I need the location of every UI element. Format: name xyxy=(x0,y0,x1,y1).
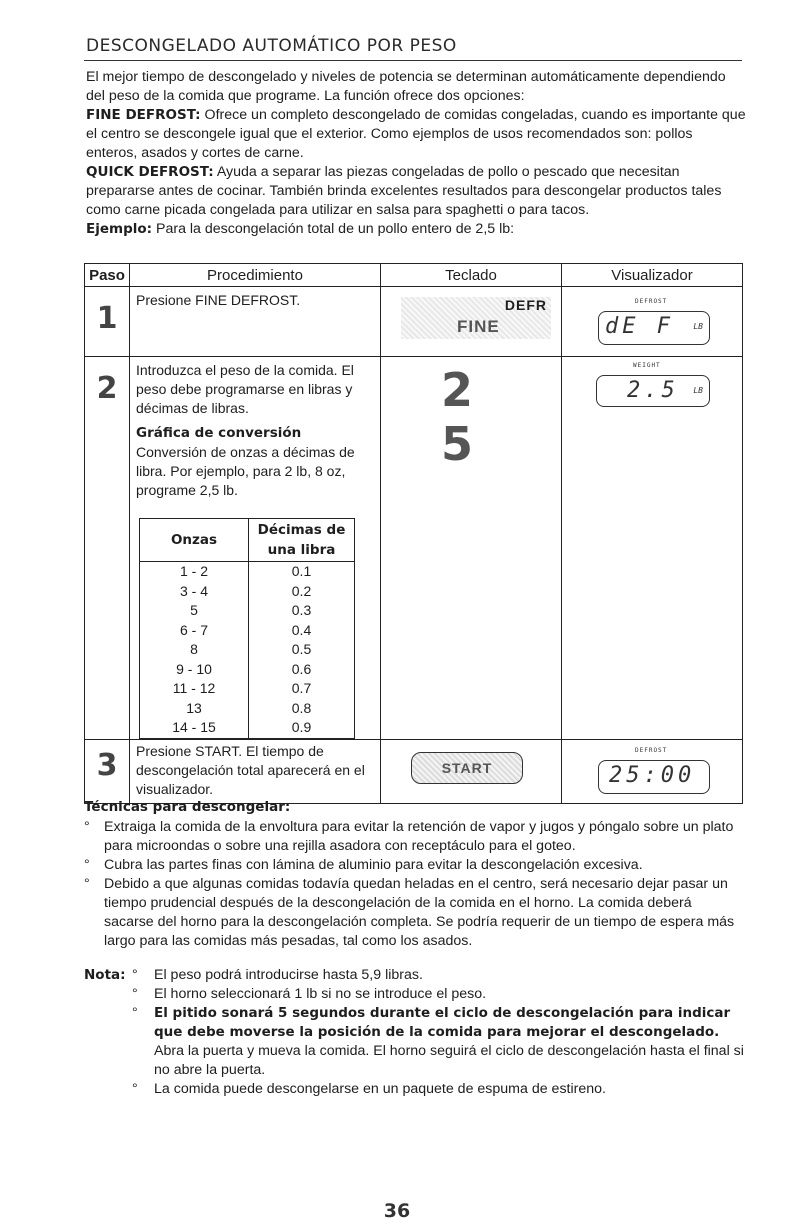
list-item xyxy=(132,1004,744,1080)
conversion-row xyxy=(140,718,355,738)
conversion-row xyxy=(140,621,355,641)
list-item: ° Debido a que algunas comidas todavía quedan heladas en el centro, será necesario dejar pasar un tiempo prudencial después de la descongelación de la comida en el horno. La comida deberá sacarse del horno para la descongelación completa. Se podría requerir de un tiempo de espera más largo para las comidas más pesadas, tal como los asados. xyxy=(84,875,744,951)
fine-defrost-label: FINE DEFROST: xyxy=(86,107,201,123)
ounces-cell: 3 - 4 xyxy=(140,582,249,602)
step-row-2 xyxy=(85,357,743,740)
start-button[interactable]: START xyxy=(411,752,523,784)
tenths-cell: 0.9 xyxy=(249,718,355,738)
notes-section xyxy=(84,966,744,1099)
intro-section xyxy=(86,68,746,239)
step-number: 2 xyxy=(96,371,118,406)
display-unit: LB xyxy=(693,322,703,331)
tenths-cell: 0.4 xyxy=(249,621,355,641)
conversion-header-decimas: Décimas de una libra xyxy=(249,519,355,562)
ounces-cell: 9 - 10 xyxy=(140,660,249,680)
step-number-cell xyxy=(85,287,130,357)
step-2-body xyxy=(130,357,380,504)
list-item: ° Cubra las partes finas con lámina de aluminio para evitar la descongelación excesiva. xyxy=(84,856,744,875)
conversion-header-onzas: Onzas xyxy=(140,519,249,562)
title-divider xyxy=(84,60,742,61)
conversion-row xyxy=(140,601,355,621)
fine-key-label: FINE xyxy=(457,317,500,336)
step-3-keypad-cell xyxy=(381,739,562,803)
header-teclado: Teclado xyxy=(381,264,562,287)
note-bold-text: El pitido sonará 5 segundos durante el ciclo de descongelación para indicar que debe moverse la posición de la comida para mejorar el descongelado. xyxy=(154,1005,731,1040)
tenths-cell: 0.3 xyxy=(249,601,355,621)
procedure-header-row xyxy=(85,264,743,287)
notes-label: Nota: xyxy=(84,967,126,983)
conversion-chart-title: Gráfica de conversión xyxy=(136,425,302,441)
tenths-cell: 0.1 xyxy=(249,562,355,582)
list-item: ° El peso podrá introducirse hasta 5,9 libras. xyxy=(132,966,744,985)
step-2-display-cell xyxy=(562,357,743,740)
step-row-3 xyxy=(85,739,743,803)
step-number: 1 xyxy=(96,301,118,336)
step-row-1 xyxy=(85,287,743,357)
step-number-cell xyxy=(85,357,130,740)
header-visualizador: Visualizador xyxy=(562,264,743,287)
display-readout: dE F xyxy=(605,314,674,339)
intro-paragraph: El mejor tiempo de descongelado y niveles de potencia se determinan automáticamente dependiendo del peso de la comida que programe. La función ofrece dos opciones: xyxy=(86,69,726,104)
step-procedure-cell xyxy=(130,739,381,803)
step-1-display-cell xyxy=(562,287,743,357)
conversion-row xyxy=(140,679,355,699)
ounces-cell: 11 - 12 xyxy=(140,679,249,699)
step-3-display-cell xyxy=(562,739,743,803)
quick-defrost-label: QUICK DEFROST: xyxy=(86,164,214,180)
quick-defrost-text: Ayuda a separar las piezas congeladas de pollo o pescado que necesitan prepararse antes de cocinar. También brinda excelentes resultados para descongelar productos tales como carne picada congelada para utilizar en salsa para spaghetti o para tacos. xyxy=(86,164,722,218)
conversion-chart-text: Conversión de onzas a décimas de libra. Por ejemplo, para 2 lb, 8 oz, programe 2,5 lb. xyxy=(136,444,355,498)
defrost-techniques xyxy=(84,798,744,951)
fine-defrost-text: Ofrece un completo descongelado de comidas congeladas, cuando es importante que el centro se descongele igual que el exterior. Como ejemplos de usos recomendados son: pollos enteros, asados y cortes de carne. xyxy=(86,107,746,161)
display-weight xyxy=(596,362,710,407)
conversion-row xyxy=(140,640,355,660)
procedure-table xyxy=(84,263,743,804)
fine-defrost-key[interactable] xyxy=(401,297,551,339)
ounces-cell: 5 xyxy=(140,601,249,621)
conversion-table xyxy=(139,518,355,739)
ounces-cell: 8 xyxy=(140,640,249,660)
display-indicator: WEIGHT xyxy=(633,362,661,369)
number-keys[interactable]: 2 5 xyxy=(441,363,492,471)
step-procedure-cell xyxy=(130,287,381,357)
page-number: 36 xyxy=(383,1200,411,1222)
step-1-text: Presione FINE DEFROST. xyxy=(136,292,301,308)
list-item: ° La comida puede descongelarse en un paquete de espuma de estireno. xyxy=(132,1080,744,1099)
display-readout: 25:00 xyxy=(609,762,696,788)
ounces-cell: 14 - 15 xyxy=(140,718,249,738)
note-text: Abra la puerta y mueva la comida. El horno seguirá el ciclo de descongelación hasta el final si no abre la puerta. xyxy=(154,1043,744,1078)
example-text: Para la descongelación total de un pollo entero de 2,5 lb: xyxy=(152,221,515,237)
ounces-cell: 1 - 2 xyxy=(140,562,249,582)
example-label: Ejemplo: xyxy=(86,221,153,237)
step-1-keypad-cell xyxy=(381,287,562,357)
step-2-text: Introduzca el peso de la comida. El peso debe programarse en libras y décimas de libras. xyxy=(136,362,354,416)
tenths-cell: 0.7 xyxy=(249,679,355,699)
list-item: ° El horno seleccionará 1 lb si no se introduce el peso. xyxy=(132,985,744,1004)
conversion-row xyxy=(140,582,355,602)
example-paragraph xyxy=(86,220,746,239)
display-defrost xyxy=(598,298,710,345)
step-3-text: Presione START. El tiempo de descongelación total aparecerá en el visualizador. xyxy=(136,742,365,797)
header-paso: Paso xyxy=(85,264,130,287)
tenths-cell: 0.6 xyxy=(249,660,355,680)
display-unit: LB xyxy=(693,386,703,395)
page-title: DESCONGELADO AUTOMÁTICO POR PESO xyxy=(86,36,457,56)
conversion-row xyxy=(140,562,355,582)
step-number-cell xyxy=(85,739,130,803)
conversion-header-row xyxy=(140,519,355,562)
techniques-title: Técnicas para descongelar: xyxy=(84,799,291,815)
techniques-list xyxy=(84,818,744,951)
conversion-row xyxy=(140,660,355,680)
ounces-cell: 6 - 7 xyxy=(140,621,249,641)
display-readout: 2.5 xyxy=(627,378,679,403)
step-procedure-cell xyxy=(130,357,381,740)
header-procedimiento: Procedimiento xyxy=(130,264,381,287)
defrost-key-label: DEFR xyxy=(504,297,547,313)
quick-defrost-paragraph xyxy=(86,163,746,220)
notes-list xyxy=(84,966,744,1099)
display-indicator: DEFROST xyxy=(635,746,668,754)
display-time xyxy=(598,746,710,794)
fine-defrost-paragraph xyxy=(86,106,746,163)
tenths-cell: 0.2 xyxy=(249,582,355,602)
step-2-keypad-cell xyxy=(381,357,562,740)
step-number: 3 xyxy=(96,747,118,783)
conversion-row xyxy=(140,699,355,719)
tenths-cell: 0.8 xyxy=(249,699,355,719)
list-item: ° Extraiga la comida de la envoltura para evitar la retención de vapor y jugos y póngalo sobre un plato para microondas o sobre una rejilla asadora con receptáculo para el goteo. xyxy=(84,818,744,856)
ounces-cell: 13 xyxy=(140,699,249,719)
display-indicator: DEFROST xyxy=(635,298,668,305)
tenths-cell: 0.5 xyxy=(249,640,355,660)
